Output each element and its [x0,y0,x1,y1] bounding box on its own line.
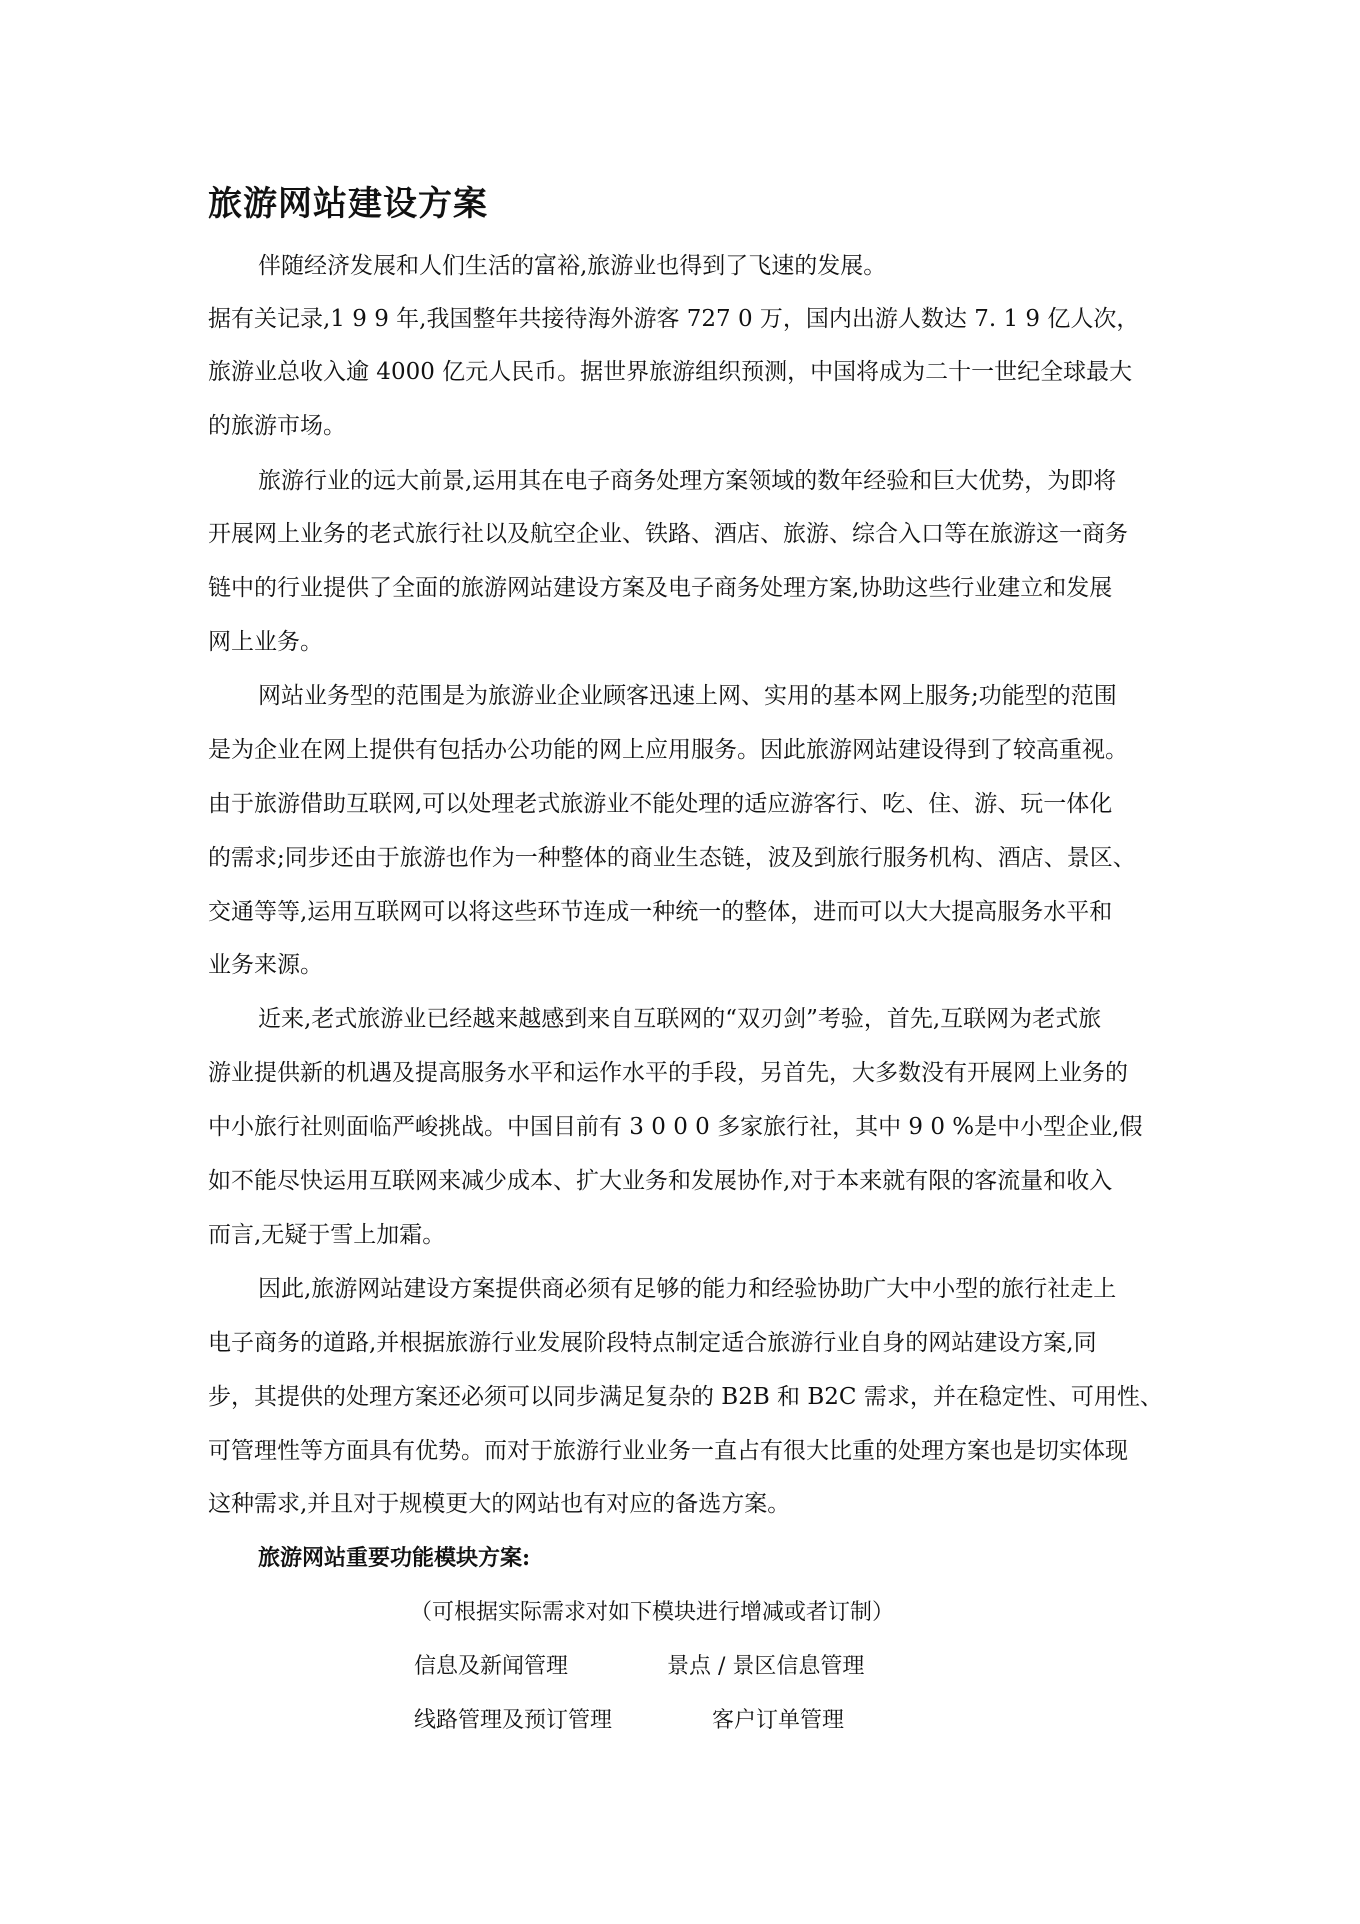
paragraph-line: 网站业务型的范围是为旅游业企业顾客迅速上网、实用的基本网上服务;功能型的范围 [258,683,1117,709]
module-item: 客户订单管理 [712,1708,845,1733]
modules-heading: 旅游网站重要功能模块方案: [258,1545,531,1571]
paragraph-line: 伴随经济发展和人们生活的富裕,旅游业也得到了飞速的发展。 [258,253,887,279]
module-item: 信息及新闻管理 [414,1654,569,1679]
paragraph-line: 电子商务的道路,并根据旅游行业发展阶段特点制定适合旅游行业自身的网站建设方案,同 [208,1330,1097,1356]
paragraph-line: 链中的行业提供了全面的旅游网站建设方案及电子商务处理方案,协助这些行业建立和发展 [208,575,1113,601]
paragraph-line: 开展网上业务的老式旅行社以及航空企业、铁路、酒店、旅游、综合入口等在旅游这一商务 [208,521,1128,547]
paragraph-line: 的旅游市场。 [208,413,346,439]
paragraph-line: 网上业务。 [208,629,323,655]
modules-note: （可根据实际需求对如下模块进行增减或者订制） [410,1600,895,1625]
paragraph-line: 中小旅行社则面临严峻挑战。中国目前有 3 0 0 0 多家旅行社，其中 9 0 %是中小型企业,假 [208,1114,1143,1140]
paragraph-line: 这种需求,并且对于规模更大的网站也有对应的备选方案。 [208,1491,791,1517]
document-title: 旅游网站建设方案 [208,184,488,224]
paragraph-line: 的需求;同步还由于旅游也作为一种整体的商业生态链，波及到旅行服务机构、酒店、景区、 [208,845,1136,871]
paragraph-line: 近来,老式旅游业已经越来越感到来自互联网的“双刃剑”考验，首先,互联网为老式旅 [258,1006,1102,1032]
paragraph-line: 游业提供新的机遇及提高服务水平和运作水平的手段，另首先，大多数没有开展网上业务的 [208,1060,1128,1086]
paragraph-line: 如不能尽快运用互联网来减少成本、扩大业务和发展协作,对于本来就有限的客流量和收入 [208,1168,1113,1194]
module-item: 景点 / 景区信息管理 [667,1654,865,1679]
paragraph-line: 由于旅游借助互联网,可以处理老式旅游业不能处理的适应游客行、吃、住、游、玩一体化 [208,791,1113,817]
paragraph-line: 因此,旅游网站建设方案提供商必须有足够的能力和经验协助广大中小型的旅行社走上 [258,1276,1117,1302]
paragraph-line: 据有关记录,1 9 9 年,我国整年共接待海外游客 727 0 万，国内出游人数达 7. 1 9 亿人次， [208,306,1140,332]
paragraph-line: 旅游业总收入逾 4000 亿元人民币。据世界旅游组织预测，中国将成为二十一世纪全球最大 [208,359,1133,385]
paragraph-line: 交通等等,运用互联网可以将这些环节连成一种统一的整体，进而可以大大提高服务水平和 [208,899,1113,925]
paragraph-line: 而言,无疑于雪上加霜。 [208,1222,446,1248]
module-item: 线路管理及预订管理 [414,1708,613,1733]
paragraph-line: 是为企业在网上提供有包括办公功能的网上应用服务。因此旅游网站建设得到了较高重视。 [208,737,1128,763]
paragraph-line: 步，其提供的处理方案还必须可以同步满足复杂的 B2B 和 B2C 需求，并在稳定性、可用性、 [208,1384,1163,1410]
paragraph-line: 业务来源。 [208,952,323,978]
paragraph-line: 旅游行业的远大前景,运用其在电子商务处理方案领域的数年经验和巨大优势，为即将 [258,468,1117,494]
paragraph-line: 可管理性等方面具有优势。而对于旅游行业业务一直占有很大比重的处理方案也是切实体现 [208,1438,1128,1464]
